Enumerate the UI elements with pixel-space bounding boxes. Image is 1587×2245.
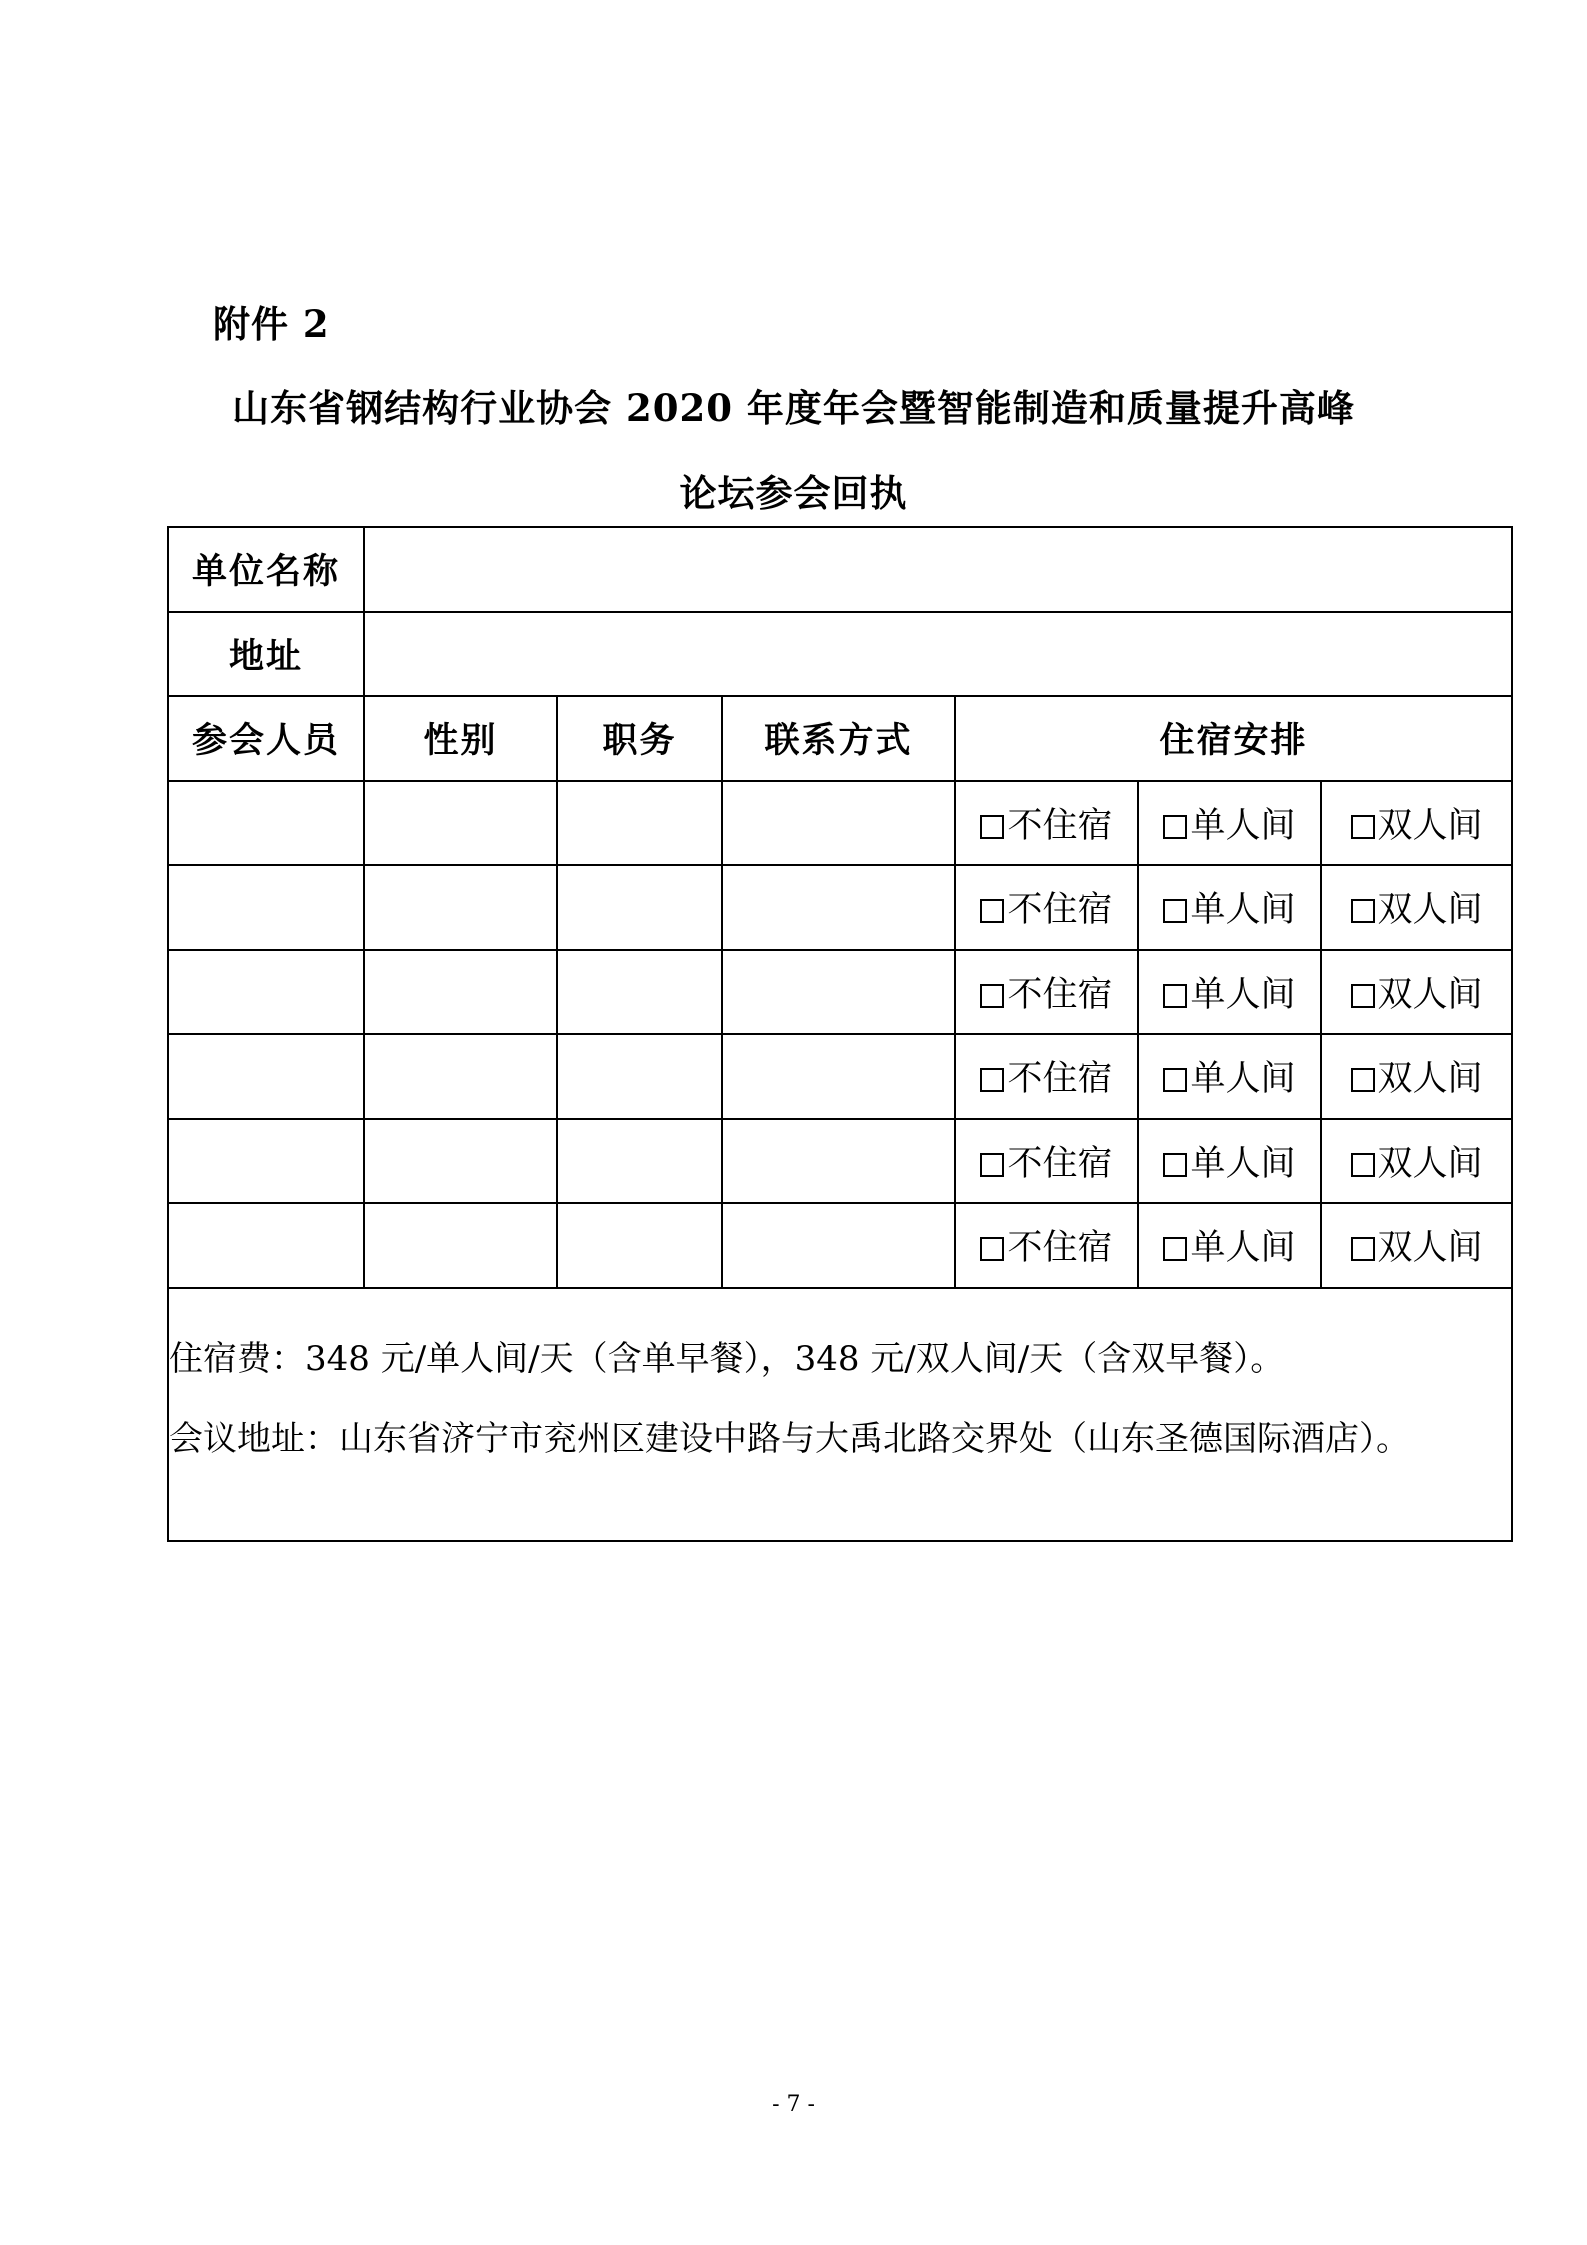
page-number: - 7 - (772, 2092, 815, 2117)
header-contact: 联系方式 (722, 696, 955, 781)
double-room-option[interactable] (1321, 1119, 1512, 1204)
position-field[interactable] (557, 865, 722, 950)
document-title-line2: 论坛参会回执 (679, 471, 908, 515)
attendee-name-field[interactable] (168, 1119, 364, 1204)
position-field[interactable] (557, 781, 722, 866)
checkbox-icon[interactable] (1163, 899, 1187, 923)
contact-field[interactable] (722, 781, 955, 866)
address-label: 地址 (168, 612, 364, 697)
gender-field[interactable] (364, 1034, 557, 1119)
gender-field[interactable] (364, 865, 557, 950)
checkbox-icon[interactable] (1351, 899, 1375, 923)
double-room-label: 双人间 (1377, 1059, 1483, 1100)
contact-field[interactable] (722, 865, 955, 950)
checkbox-icon[interactable] (1351, 815, 1375, 839)
no-stay-option[interactable] (955, 1034, 1138, 1119)
no-stay-label: 不住宿 (1007, 1228, 1113, 1269)
position-field[interactable] (557, 1203, 722, 1288)
checkbox-icon[interactable] (980, 1237, 1004, 1261)
attachment-label: 附件 2 (213, 302, 330, 346)
header-row (168, 696, 1512, 781)
gender-field[interactable] (364, 1119, 557, 1204)
double-room-option[interactable] (1321, 781, 1512, 866)
no-stay-option[interactable] (955, 1203, 1138, 1288)
no-stay-label: 不住宿 (1007, 974, 1113, 1015)
unit-name-field[interactable] (364, 527, 1512, 612)
checkbox-icon[interactable] (980, 899, 1004, 923)
contact-field[interactable] (722, 1203, 955, 1288)
checkbox-icon[interactable] (980, 815, 1004, 839)
unit-name-label: 单位名称 (168, 527, 364, 612)
checkbox-icon[interactable] (1351, 1068, 1375, 1092)
checkbox-icon[interactable] (980, 1153, 1004, 1177)
gender-field[interactable] (364, 781, 557, 866)
attendee-name-field[interactable] (168, 781, 364, 866)
single-room-label: 单人间 (1190, 1059, 1296, 1100)
checkbox-icon[interactable] (1163, 815, 1187, 839)
checkbox-icon[interactable] (1163, 1237, 1187, 1261)
document-title-line1: 山东省钢结构行业协会 2020 年度年会暨智能制造和质量提升高峰 (232, 386, 1355, 430)
no-stay-label: 不住宿 (1007, 1059, 1113, 1100)
notes-cell (168, 1288, 1512, 1541)
contact-field[interactable] (722, 950, 955, 1035)
header-gender: 性别 (364, 696, 557, 781)
checkbox-icon[interactable] (1351, 984, 1375, 1008)
single-room-option[interactable] (1138, 950, 1321, 1035)
attendee-name-field[interactable] (168, 950, 364, 1035)
venue-address-note: 会议地址：山东省济宁市兖州区建设中路与大禹北路交界处（山东圣德国际酒店）。 (169, 1419, 1410, 1459)
single-room-label: 单人间 (1190, 974, 1296, 1015)
position-field[interactable] (557, 950, 722, 1035)
checkbox-icon[interactable] (980, 984, 1004, 1008)
no-stay-option[interactable] (955, 1119, 1138, 1204)
contact-field[interactable] (722, 1034, 955, 1119)
unit-name-row (168, 527, 1512, 612)
header-position: 职务 (557, 696, 722, 781)
double-room-label: 双人间 (1377, 1143, 1483, 1184)
attendee-row (168, 865, 1512, 950)
attendee-row (168, 1119, 1512, 1204)
registration-form-table (167, 526, 1513, 1542)
no-stay-label: 不住宿 (1007, 1143, 1113, 1184)
single-room-option[interactable] (1138, 1119, 1321, 1204)
no-stay-label: 不住宿 (1007, 805, 1113, 846)
double-room-label: 双人间 (1377, 1228, 1483, 1269)
double-room-option[interactable] (1321, 950, 1512, 1035)
accommodation-fee-note: 住宿费：348 元/单人间/天（含单早餐），348 元/双人间/天（含双早餐）。 (169, 1339, 1285, 1379)
single-room-option[interactable] (1138, 1203, 1321, 1288)
checkbox-icon[interactable] (1163, 1068, 1187, 1092)
checkbox-icon[interactable] (1351, 1237, 1375, 1261)
no-stay-label: 不住宿 (1007, 890, 1113, 931)
single-room-option[interactable] (1138, 865, 1321, 950)
double-room-option[interactable] (1321, 865, 1512, 950)
single-room-label: 单人间 (1190, 1143, 1296, 1184)
single-room-option[interactable] (1138, 781, 1321, 866)
no-stay-option[interactable] (955, 950, 1138, 1035)
checkbox-icon[interactable] (1163, 984, 1187, 1008)
checkbox-icon[interactable] (1351, 1153, 1375, 1177)
no-stay-option[interactable] (955, 781, 1138, 866)
position-field[interactable] (557, 1034, 722, 1119)
no-stay-option[interactable] (955, 865, 1138, 950)
gender-field[interactable] (364, 1203, 557, 1288)
single-room-option[interactable] (1138, 1034, 1321, 1119)
notes-row (168, 1288, 1512, 1541)
checkbox-icon[interactable] (1163, 1153, 1187, 1177)
header-accommodation: 住宿安排 (955, 696, 1512, 781)
address-row (168, 612, 1512, 697)
checkbox-icon[interactable] (980, 1068, 1004, 1092)
contact-field[interactable] (722, 1119, 955, 1204)
double-room-label: 双人间 (1377, 805, 1483, 846)
attendee-name-field[interactable] (168, 865, 364, 950)
attendee-row (168, 781, 1512, 866)
attendee-name-field[interactable] (168, 1203, 364, 1288)
double-room-label: 双人间 (1377, 974, 1483, 1015)
double-room-option[interactable] (1321, 1034, 1512, 1119)
gender-field[interactable] (364, 950, 557, 1035)
single-room-label: 单人间 (1190, 1228, 1296, 1269)
address-field[interactable] (364, 612, 1512, 697)
single-room-label: 单人间 (1190, 890, 1296, 931)
single-room-label: 单人间 (1190, 805, 1296, 846)
attendee-row (168, 1034, 1512, 1119)
header-attendee: 参会人员 (168, 696, 364, 781)
position-field[interactable] (557, 1119, 722, 1204)
double-room-label: 双人间 (1377, 890, 1483, 931)
attendee-name-field[interactable] (168, 1034, 364, 1119)
attendee-row (168, 1203, 1512, 1288)
double-room-option[interactable] (1321, 1203, 1512, 1288)
attendee-row (168, 950, 1512, 1035)
